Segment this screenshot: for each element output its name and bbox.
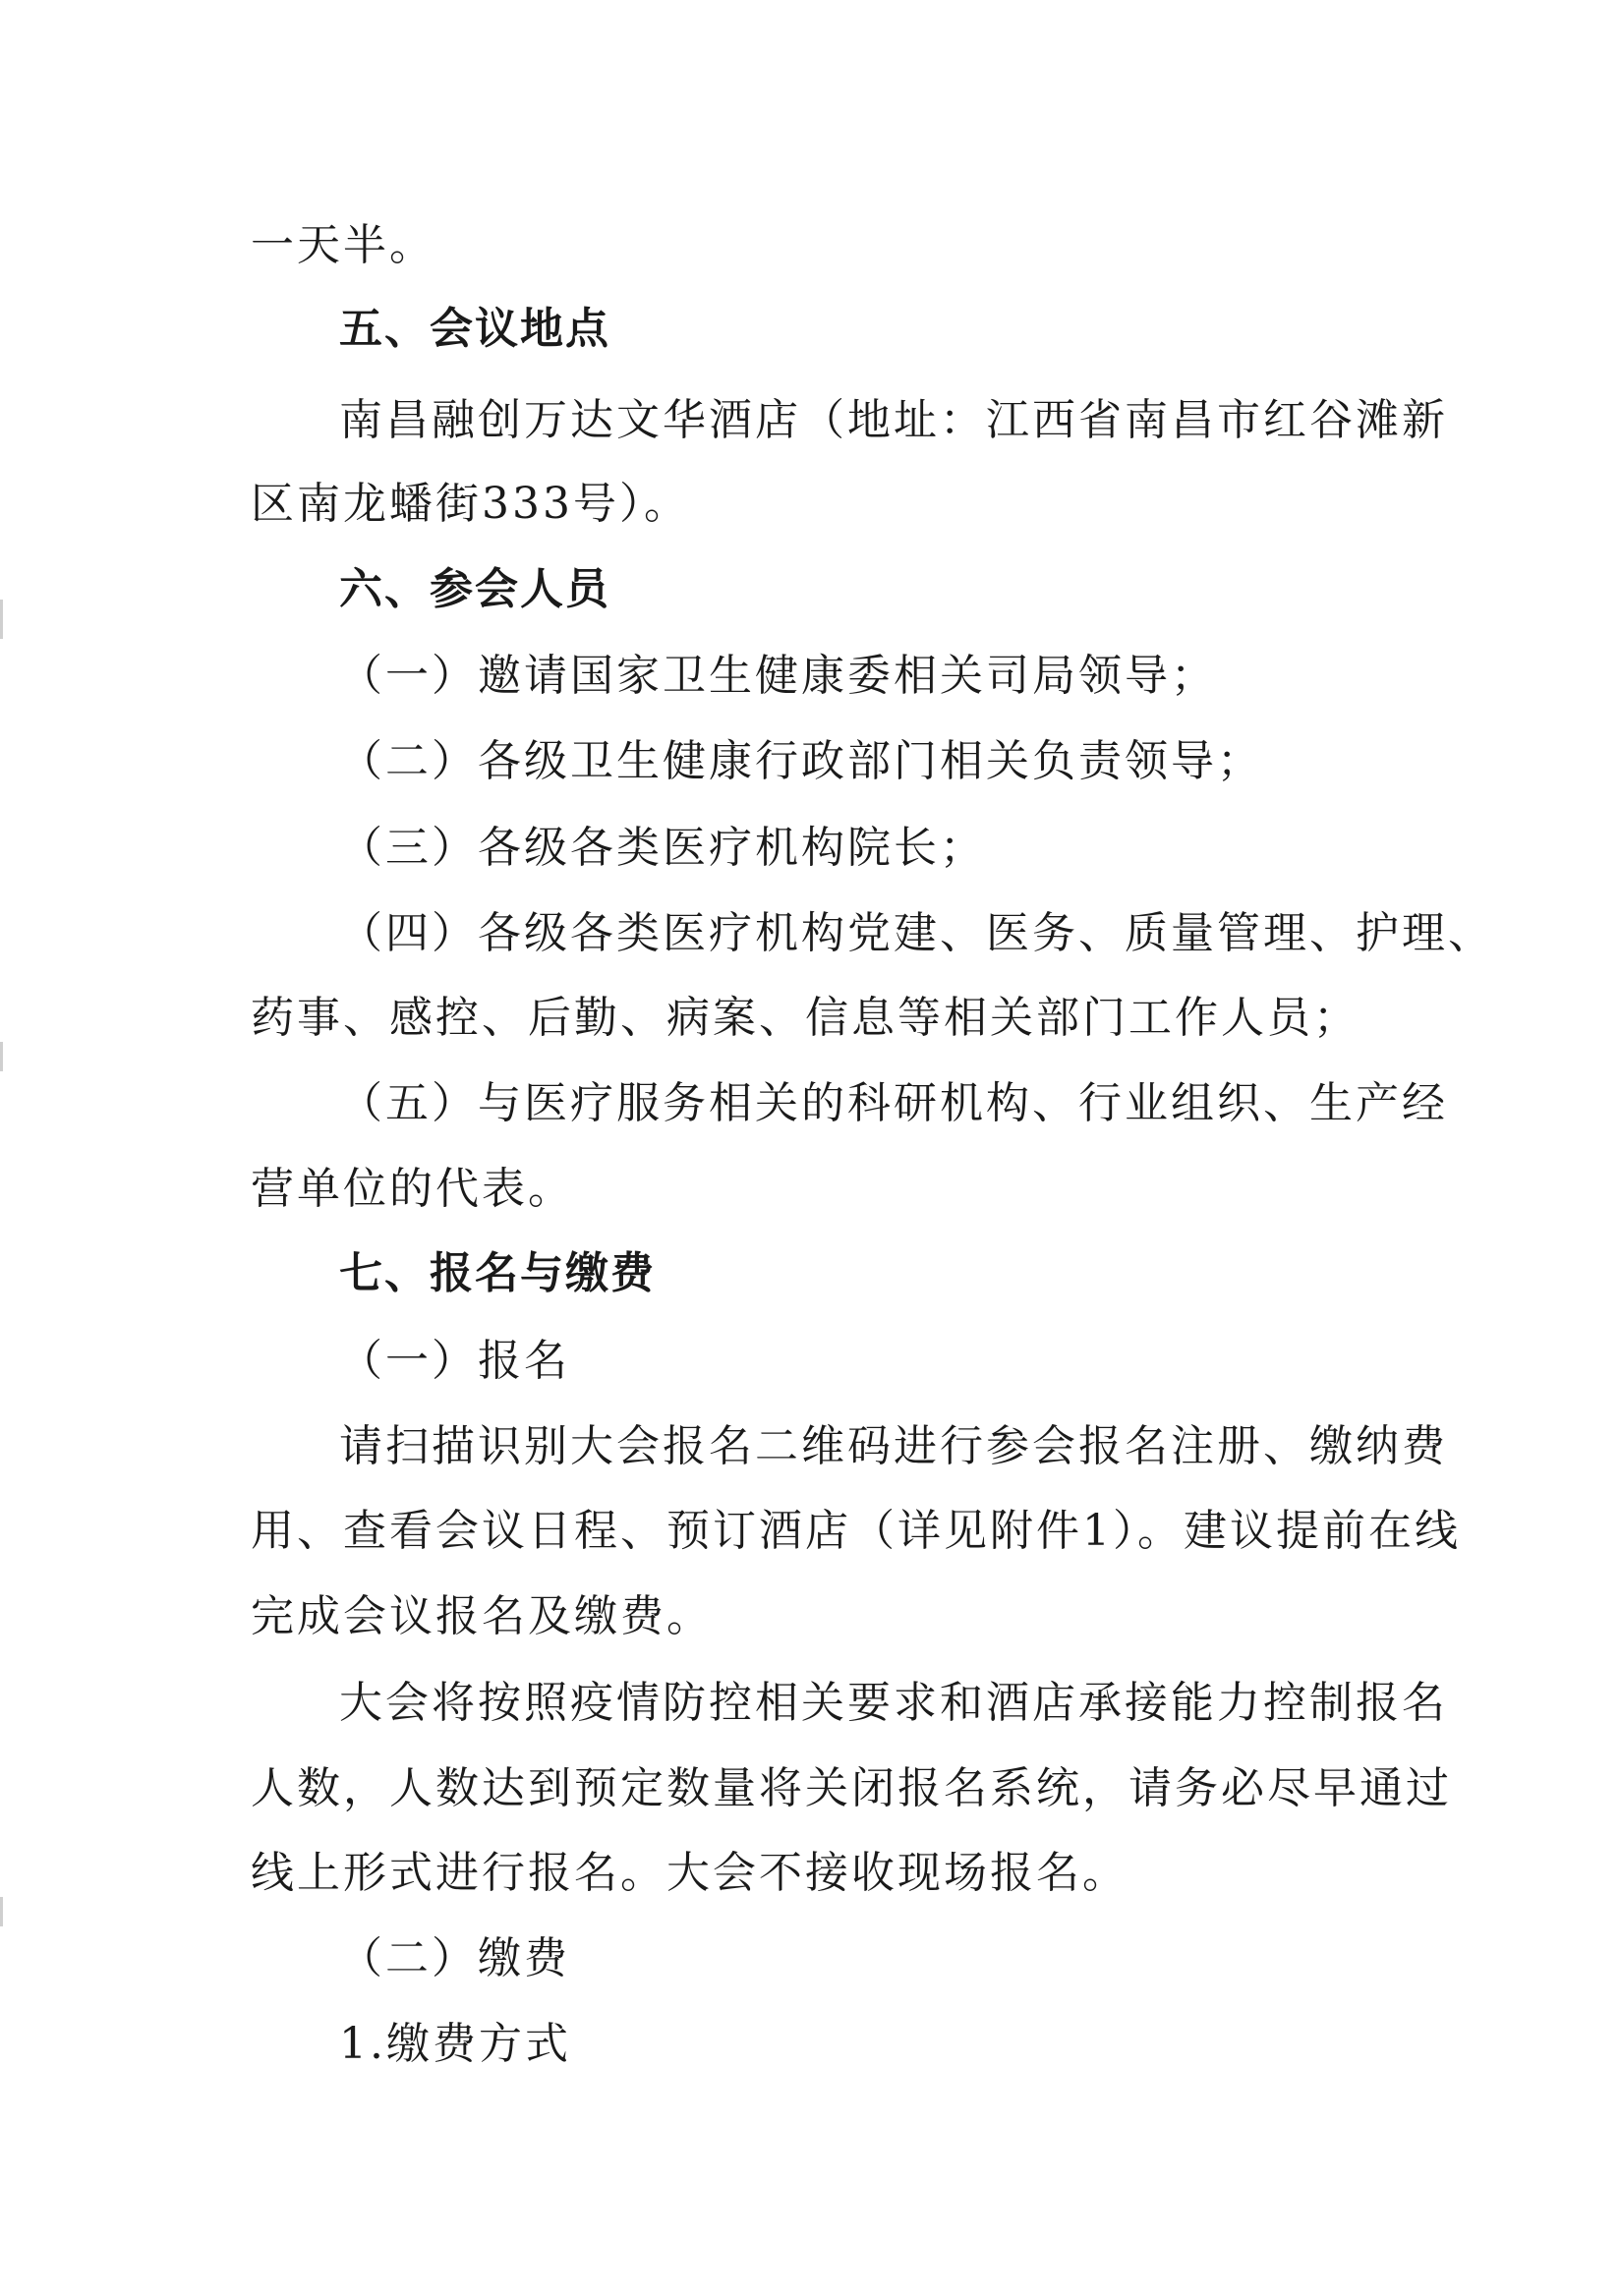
list-item: （一）邀请国家卫生健康委相关司局领导； bbox=[339, 651, 1217, 701]
subsection-heading: （一）报名 bbox=[339, 1336, 570, 1386]
paragraph-line: 大会将按照疫情防控相关要求和酒店承接能力控制报名 bbox=[339, 1678, 1448, 1728]
section-heading-venue: 五、会议地点 bbox=[339, 304, 610, 354]
list-item: （三）各级各类医疗机构院长； bbox=[339, 823, 986, 873]
list-item: （四）各级各类医疗机构党建、医务、质量管理、护理、 bbox=[339, 908, 1494, 958]
scan-edge-mark bbox=[0, 1897, 3, 1926]
list-item: （二）各级卫生健康行政部门相关负责领导； bbox=[339, 736, 1263, 786]
numbered-item: 1.缴费方式 bbox=[339, 2019, 571, 2069]
paragraph-line: 线上形式进行报名。大会不接收现场报名。 bbox=[251, 1848, 1128, 1898]
scan-edge-mark bbox=[0, 600, 3, 639]
list-item: （五）与医疗服务相关的科研机构、行业组织、生产经 bbox=[339, 1078, 1448, 1128]
section-heading-attendees: 六、参会人员 bbox=[339, 564, 610, 614]
paragraph-line: 药事、感控、后勤、病案、信息等相关部门工作人员； bbox=[251, 993, 1360, 1043]
subsection-heading: （二）缴费 bbox=[339, 1933, 570, 1983]
scan-edge-mark bbox=[0, 1042, 3, 1071]
paragraph-line: 请扫描识别大会报名二维码进行参会报名注册、缴纳费 bbox=[339, 1421, 1448, 1471]
paragraph-line: 人数，人数达到预定数量将关闭报名系统，请务必尽早通过 bbox=[251, 1763, 1452, 1813]
paragraph-line: 南昌融创万达文华酒店（地址：江西省南昌市红谷滩新 bbox=[339, 395, 1448, 445]
paragraph-line: 一天半。 bbox=[251, 220, 435, 270]
paragraph-line: 营单位的代表。 bbox=[251, 1164, 574, 1214]
paragraph-line: 用、查看会议日程、预订酒店（详见附件1）。建议提前在线 bbox=[251, 1506, 1461, 1556]
section-heading-registration: 七、报名与缴费 bbox=[339, 1248, 656, 1298]
paragraph-line: 完成会议报名及缴费。 bbox=[251, 1591, 713, 1641]
paragraph-line: 区南龙蟠街333号）。 bbox=[251, 479, 690, 529]
